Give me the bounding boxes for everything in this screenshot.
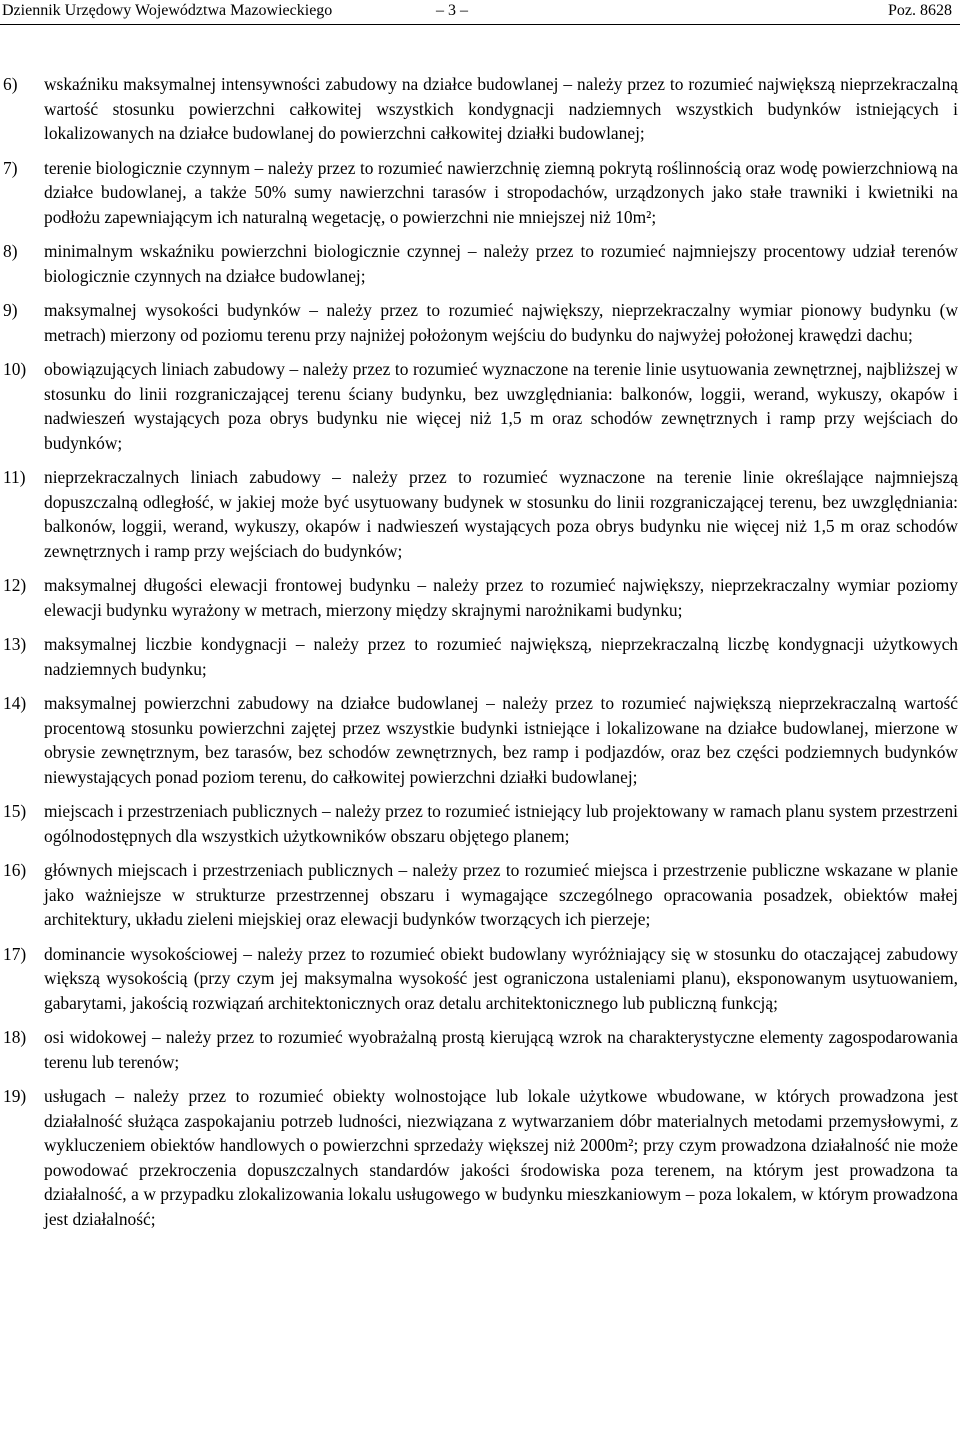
position-number: Poz. 8628 bbox=[888, 2, 952, 19]
item-number: 19) bbox=[3, 1086, 27, 1106]
journal-title: Dziennik Urzędowy Województwa Mazowieckiego bbox=[2, 2, 333, 19]
list-item bbox=[0, 691, 960, 789]
item-text: maksymalnej wysokości budynków – należy przez to rozumieć największy, nieprzekraczalny wymiar pionowy budynku (w metrach) mierzony od poziomu terenu przy najniżej położonym wejściu do budynku do najwyżej położonej krawędzi dachu; bbox=[44, 300, 958, 345]
item-text: osi widokowej – należy przez to rozumieć wyobrażalną prostą kierującą wzrok na charakterystyczne elementy zagospodarowania terenu lub terenów; bbox=[44, 1027, 958, 1072]
item-number: 11) bbox=[3, 467, 26, 487]
item-text: maksymalnej liczbie kondygnacji – należy przez to rozumieć największą, nieprzekraczalną liczbę kondygnacji użytkowych nadziemnych budynku; bbox=[44, 634, 958, 679]
item-text: maksymalnej powierzchni zabudowy na działce budowlanej – należy przez to rozumieć największą nieprzekraczalną wartość procentową stosunku powierzchni zajętej przez wszystkie budynki istniejące i lokalizowane na działce budowlanej, mierzone w obrysie zewnętrznym, bez tarasów, bez schodów zewnętrznych, bez ramp i podjazdów, oraz bez części podziemnych budynków niewystających ponad poziom terenu, do całkowitej powierzchni działki budowlanej; bbox=[44, 693, 958, 787]
item-text: wskaźniku maksymalnej intensywności zabudowy na działce budowlanej – należy przez to rozumieć największą nieprzekraczalną wartość stosunku powierzchni całkowitej wszystkich kondygnacji nadziemnych wszystkich budynków istniejących i lokalizowanych na działce budowlanej do powierzchni całkowitej działki budowlanej; bbox=[44, 74, 958, 143]
item-number: 15) bbox=[3, 801, 27, 821]
item-text: usługach – należy przez to rozumieć obiekty wolnostojące lub lokale użytkowe wbudowane, w których prowadzona jest działalność służąca zaspokajaniu potrzeb ludności, niezwiązana z wytwarzaniem dóbr materialnych metodami przemysłowymi, z wykluczeniem obiektów handlowych o powierzchni sprzedaży większej niż 2000m²; przy czym prowadzona działalność nie może powodować przekroczenia dopuszczalnych standardów jakości środowiska poza terenem, na którym jest prowadzona ta działalność, a w przypadku zlokalizowania lokalu usługowego w budynku mieszkaniowym – poza lokalem, w którym prowadzona jest działalność; bbox=[44, 1086, 958, 1229]
item-text: terenie biologicznie czynnym – należy przez to rozumieć nawierzchnię ziemną pokrytą roślinnością oraz wodę powierzchniową na działce budowlanej, a także 50% sumy nawierzchni tarasów i stropodachów, urządzonych jako stałe trawniki i kwietniki na podłożu zapewniającym ich naturalną wegetację, o powierzchni nie mniejszej niż 10m²; bbox=[44, 157, 958, 227]
page-header bbox=[0, 0, 960, 26]
list-item bbox=[0, 942, 960, 1016]
list-item bbox=[0, 156, 960, 230]
list-item bbox=[0, 298, 960, 347]
item-text: dominancie wysokościowej – należy przez to rozumieć obiekt budowlany wyróżniający się w stosunku do otaczającej zabudowy większą wysokością (przy czym jej maksymalna wysokość jest ograniczona ustaleniami planu), eksponowanym usytuowaniem, gabarytami, jakością rozwiązań architektonicznych oraz detalu architektonicznego lub publiczną funkcją; bbox=[44, 943, 958, 1013]
item-text: miejscach i przestrzeniach publicznych – należy przez to rozumieć istniejący lub projektowany w ramach planu system przestrzeni ogólnodostępnych dla wszystkich użytkowników obszaru objętego planem; bbox=[44, 801, 958, 846]
list-item bbox=[0, 465, 960, 563]
item-number: 10) bbox=[3, 359, 27, 379]
definition-list bbox=[0, 72, 960, 1241]
page-number: – 3 – bbox=[436, 2, 468, 19]
list-item bbox=[0, 799, 960, 848]
item-text: maksymalnej długości elewacji frontowej budynku – należy przez to rozumieć największy, nieprzekraczalny wymiar poziomy elewacji budynku wyrażony w metrach, mierzony między skrajnymi narożnikami budynku; bbox=[44, 575, 958, 620]
item-number: 13) bbox=[3, 634, 27, 654]
item-text: głównych miejscach i przestrzeniach publicznych – należy przez to rozumieć miejsca i przestrzenie publiczne wskazane w planie jako ważniejsze w strukturze przestrzennej obszaru i wymagające szczególnego opracowania posadzek, obiektów małej architektury, układu zieleni miejskiej oraz elewacji budynków tworzących ich pierzeje; bbox=[44, 860, 958, 929]
list-item bbox=[0, 1084, 960, 1231]
item-number: 12) bbox=[3, 575, 27, 595]
item-number: 14) bbox=[3, 693, 27, 713]
list-item bbox=[0, 239, 960, 288]
item-number: 17) bbox=[3, 943, 27, 964]
list-item bbox=[0, 1025, 960, 1074]
item-number: 9) bbox=[3, 300, 18, 320]
header-rule bbox=[0, 24, 960, 25]
item-number: 16) bbox=[3, 860, 27, 880]
item-number: 8) bbox=[3, 241, 18, 261]
item-number: 7) bbox=[3, 157, 18, 178]
item-number: 6) bbox=[3, 74, 18, 94]
item-text: nieprzekraczalnych liniach zabudowy – należy przez to rozumieć wyznaczone na terenie linie określające najmniejszą dopuszczalną odległość, w jakiej może być usytuowany budynek w stosunku do linii rozgraniczającej terenu, bez uwzględniania: balkonów, loggii, werand, wykuszy, okapów i nadwieszeń wystających poza obrys budynku nie więcej niż 1,5 m oraz schodów zewnętrznych i ramp przy wejściach do budynków; bbox=[44, 467, 958, 561]
list-item bbox=[0, 72, 960, 146]
item-number: 18) bbox=[3, 1027, 27, 1047]
list-item bbox=[0, 632, 960, 681]
item-text: minimalnym wskaźniku powierzchni biologicznie czynnej – należy przez to rozumieć najmniejszy procentowy udział terenów biologicznie czynnych na działce budowlanej; bbox=[44, 241, 958, 286]
list-item bbox=[0, 357, 960, 455]
list-item bbox=[0, 858, 960, 932]
list-item bbox=[0, 573, 960, 622]
item-text: obowiązujących liniach zabudowy – należy przez to rozumieć wyznaczone na terenie linie usytuowania zewnętrznej, najbliższej w stosunku do linii rozgraniczającej terenu ściany budynku, bez uwzględniania: balkonów, loggii, werand, wykuszy, okapów i nadwieszeń wystających poza obrys budynku nie więcej niż 1,5 m oraz schodów zewnętrznych i ramp przy wejściach do budynków; bbox=[44, 359, 958, 453]
